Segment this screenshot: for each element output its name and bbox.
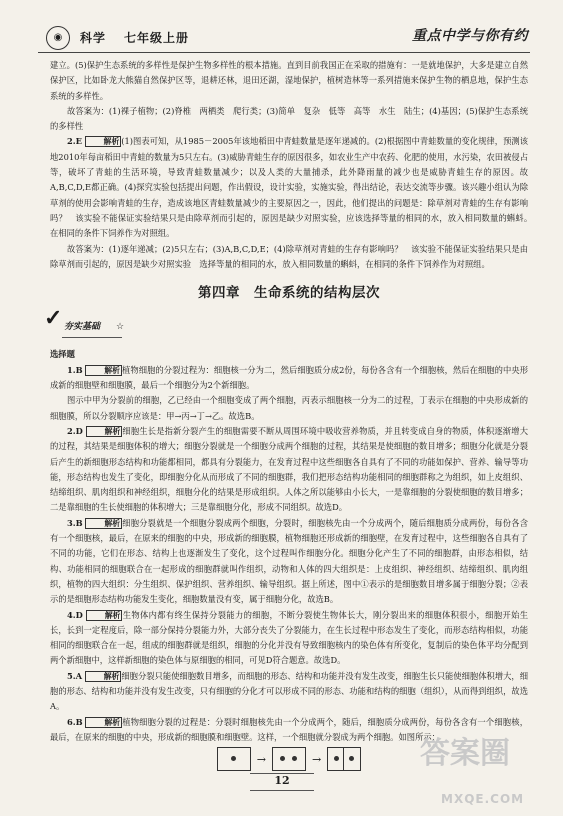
page-content	[44, 58, 537, 771]
header-series-title: 重点中学与你有约	[412, 28, 528, 44]
question-text: 生物体内都有终生保持分裂能力的细胞，不断分裂使生物体长大，刚分裂出来的细胞体积很小，细胞开始生长，长到一定程度后，除一部分保持分裂能力外，大部分丧失了分裂能力，在生长过程中形态发生了变化，而形态结构相似，功能相同的细胞联合在一起，组成的细胞群就是组织，细胞的分化并没有导致细胞核内的染色体有所变化，复制后的染色体平均分配到两个新细胞中，这样新细胞的染色体与原细胞的相同，可见D符合题意。故选D。	[50, 609, 529, 666]
question-number: 6.B	[67, 716, 83, 727]
intro-paragraph: 建立。(5)保护生态系统的多样性是保护生物多样性的根本措施。直到目前我国正在采取的措施有：一是就地保护，大多是建立自然保护区，比如卧龙大熊猫自然保护区等，退耕还林，退田还湖，湿地保护，植树造林等一系列措施来保护生物的栖息地，保护生态系统的多样性。	[50, 60, 528, 101]
question-2-answer: 故答案为：(1)逐年递减；(2)5只左右；(3)A,B,C,D,E；(4)除草剂对青蛙的生存有影响吗？ 该实验不能保证实验结果只是由除草剂而引起的，原因是缺少对照实验 选择等量的相同的水，放入相同数量的蝌蚪，在相同的条件下饲养作为对照组。	[50, 243, 528, 269]
page-header	[38, 24, 530, 52]
section-title: 夯实基础	[64, 322, 101, 333]
cell-diagram	[327, 747, 361, 771]
analysis-tag: 解析	[85, 365, 122, 376]
question-text: 细胞分裂就是一个细胞分裂成两个细胞，分裂时，细胞核先由一个分成两个，随后细胞质分成两份，每份各含有一个细胞核，最后，在原来的细胞的中央，形成新的细胞膜，植物细胞还形成新的细胞壁，在发育过程中，这些细胞各自具有了不同的功能，它们在形态、结构上也逐渐发生了变化，这个过程叫作细胞分化。细胞分化产生了不同的细胞群，由形态相似，结构、功能相同的细胞联合在一起形成的细胞群就叫作组织，动物和人体的四大组织是：上皮组织、神经组织、结缔组织、肌肉组织，植物的四大组织：分生组织、保护组织、营养组织、输导组织。据上所述，图中①表示的是细胞数目增多属于细胞分裂；②表示的是细胞形态结构功能发生变化，细胞数量没有变，属于细胞分化，故选B。	[50, 517, 528, 605]
analysis-tag: 解析	[85, 671, 122, 682]
question-number: 2.E	[67, 136, 82, 147]
question-text: 植物细胞分裂的过程是：分裂时细胞核先由一个分成两个，随后，细胞质分成两份，每份各含有一个细胞核，最后，在原来的细胞的中央，形成新的细胞膜和细胞壁。这样，一个细胞就分裂成为两个细胞。如图所示：	[50, 716, 528, 742]
question-item	[50, 516, 528, 608]
header-rule	[38, 52, 530, 53]
question-number: 2.D	[67, 425, 83, 436]
question-number: 5.A	[67, 670, 83, 681]
question-item	[50, 424, 528, 516]
section-underline	[62, 337, 122, 338]
question-text: (1)图表可知，从1985－2005年该地稻田中青蛙数量是逐年递减的。(2)根据图中青蛙数量的变化规律，预测该地2010年每亩稻田中青蛙的数量为5只左右。(3)威胁青蛙生存的原因很多，如农业生产中农药、化肥的使用，水污染，农田被侵占等，破坏了青蛙的生活环境，导致青蛙数量减少；以及人类的大量捕杀，此外降雨量的减少也是威胁青蛙生存的原因。故A,B,C,D,E都正确。(4)探究实验包括提出问题，作出假设，设计实验，实施实验，得出结论，表达交流等步骤。该兴趣小组认为除草剂的使用会影响青蛙的生存，造成该地区青蛙数量减少的主要原因之一，因此，他们提出的问题是：除草剂对青蛙的生存有影响吗？ 该实验不能保证实验结果只是由除草剂而引起的，原因是缺少对照实验，应该选择等量的相同的水，放入相同数量的蝌蚪。 在相同的条件下饲养作为对照组。	[50, 136, 537, 239]
cell-diagram	[217, 747, 251, 771]
intro-answer: 故答案为：(1)裸子植物；(2)脊椎 两栖类 爬行类；(3)简单 复杂 低等 高等 水生 陆生；(4)基因；(5)保护生态系统的多样性	[50, 105, 528, 132]
subsection-title: 选择题	[50, 349, 75, 360]
header-grade: 七年级上册	[124, 31, 190, 45]
question-number: 1.B	[67, 364, 83, 375]
analysis-tag: 解析	[85, 717, 122, 728]
analysis-tag: 解析	[86, 426, 123, 437]
watermark-text: 答案圈	[420, 736, 510, 771]
question-text: 细胞分裂只能使细胞数目增多，而细胞的形态、结构和功能并没有发生改变，细胞生长只能使细胞体积增大，细胞的形态、结构和功能并没有发生改变，只有细胞的分化才可以形成不同的形态、功能和结构的细胞（组织），从而得到组织，故选A。	[50, 670, 528, 712]
cell-diagram	[272, 747, 306, 771]
page-footer	[244, 769, 320, 793]
school-logo-icon: ◉	[46, 26, 70, 50]
analysis-tag: 解析	[85, 518, 122, 529]
header-subject: 科学	[80, 31, 107, 45]
arrow-right-icon: →	[256, 752, 266, 766]
watermark-url: MXQE.COM	[441, 792, 525, 806]
arrow-right-icon: →	[312, 752, 322, 766]
question-number: 4.D	[67, 609, 83, 620]
chapter-title: 第四章 生命系统的结构层次	[198, 285, 380, 302]
question-item	[50, 363, 528, 394]
analysis-tag: 解析	[85, 136, 122, 147]
analysis-tag: 解析	[86, 610, 123, 621]
question-item	[50, 669, 528, 715]
checkmark-icon: ✓	[44, 305, 63, 332]
star-icon: ☆	[116, 322, 125, 333]
question-number: 3.B	[67, 517, 83, 528]
question-item	[50, 608, 528, 669]
page-number: 12	[274, 774, 290, 787]
question-text: 细胞生长是指新分裂产生的细胞需要不断从周围环境中吸收营养物质，并且转变成自身的物质，体积逐渐增大的过程，其结果是细胞体积的增大；细胞分裂就是一个细胞分成两个细胞的过程，其结果是使细胞的数目增多；细胞分化就是分裂后产生的新细胞形态结构和功能都相同，都具有分裂能力，在发育过程中这些细胞各自具有了不同的功能如保护、营养、输导等功能，形态结构也发生了变化，即细胞分化从而形成了不同的细胞群，我们把形态结构功能相同的细胞群称之为组织，如上皮组织、结缔组织、肌肉组织和神经组织，细胞分化的结果是形成组织。人体之所以能够由小长大，一是靠细胞的分裂使细胞的数目增多；二是靠细胞的生长使细胞的体积增大；三是靠细胞分化，形成不同组织。故选D。	[50, 425, 528, 513]
question-text: 图示中甲为分裂前的细胞，乙已经由一个细胞变成了两个细胞，丙表示细胞核一分为二的过程，丁表示在细胞的中央形成新的细胞膜，所以分裂顺序应该是：甲→丙→丁→乙。故选B。	[50, 395, 528, 421]
section-banner	[44, 305, 528, 345]
question-2	[50, 134, 537, 241]
question-text: 植物细胞的分裂过程为：细胞核一分为二，然后细胞质分成2份，每份各含有一个细胞核，然后在细胞的中央形成新的细胞壁和细胞膜，最后一个细胞分为2个新细胞。	[50, 364, 528, 391]
